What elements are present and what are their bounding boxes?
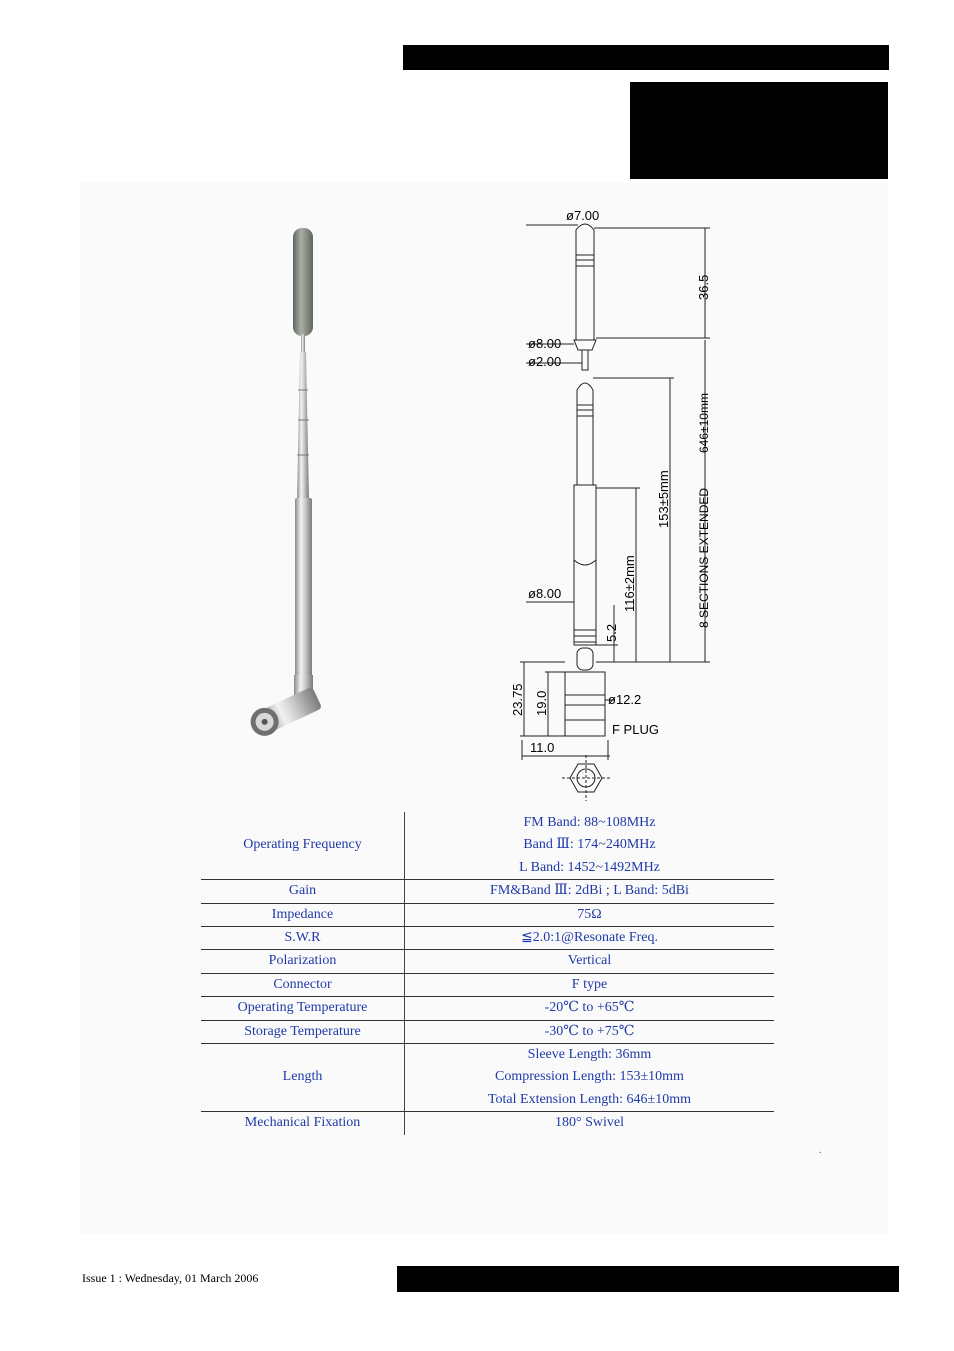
stray-dot: .	[819, 1145, 822, 1156]
spec-value: ≦2.0:1@Resonate Freq.	[521, 929, 658, 945]
dim-plug-body: 19.0	[534, 690, 549, 716]
spec-label: Mechanical Fixation	[201, 1112, 405, 1135]
spec-value-cell	[405, 1020, 775, 1043]
dim-small: 5.2	[604, 623, 619, 642]
spec-value: 180° Swivel	[555, 1115, 624, 1131]
sleeve-outline	[576, 224, 594, 340]
spec-label: Polarization	[201, 950, 405, 973]
spec-row	[201, 926, 774, 949]
antenna-photo	[230, 220, 380, 750]
spec-label: Impedance	[201, 903, 405, 926]
spec-table	[201, 812, 774, 1135]
spec-row	[201, 1112, 774, 1135]
spec-value: Total Extension Length: 646±10mm	[487, 1091, 692, 1107]
spec-value: -30℃ to +75℃	[544, 1023, 635, 1039]
spec-value-cell	[405, 812, 775, 880]
spec-label: Operating Frequency	[201, 812, 405, 880]
spec-row	[201, 812, 774, 880]
dim-extended-val: 646±10mm	[697, 393, 711, 453]
spec-value-cell	[405, 903, 775, 926]
spec-value: -20℃ to +65℃	[544, 1000, 635, 1016]
dim-extended: 8 SECTIONS EXTENDED	[697, 487, 711, 628]
spec-value: L Band: 1452~1492MHz	[519, 859, 660, 875]
spec-row	[201, 1020, 774, 1043]
spec-row	[201, 950, 774, 973]
spec-value: Vertical	[567, 953, 612, 969]
spec-value-cell	[405, 1044, 775, 1112]
header-bar	[403, 45, 889, 70]
spec-value: Band Ⅲ: 174~240MHz	[523, 837, 656, 853]
spec-label: Gain	[201, 880, 405, 903]
dim-sleeve-len: 36.5	[696, 274, 711, 300]
spec-value: FM Band: 88~108MHz	[523, 815, 656, 830]
dim-tip: ø7.00	[566, 208, 600, 223]
plug-label: F PLUG	[612, 722, 659, 737]
spec-value: FM&Band Ⅲ: 2dBi ; L Band: 5dBi	[490, 883, 689, 899]
spec-row	[201, 903, 774, 926]
spec-label: Storage Temperature	[201, 1020, 405, 1043]
dim-lower: 116±2mm	[622, 555, 637, 612]
spec-value: F type	[571, 976, 608, 992]
spec-value: Sleeve Length: 36mm	[527, 1047, 652, 1063]
dim-plug-dia: ø12.2	[608, 692, 642, 707]
dim-lower-dia: ø8.00	[528, 586, 562, 601]
spec-value-cell	[405, 880, 775, 903]
spec-row	[201, 880, 774, 903]
spec-value-cell	[405, 973, 775, 996]
spec-row	[201, 1044, 774, 1112]
spec-value-cell	[405, 1112, 775, 1135]
spec-value: Compression Length: 153±10mm	[495, 1069, 684, 1085]
spec-value: 75Ω	[577, 906, 602, 922]
spec-value-cell	[405, 997, 775, 1020]
issue-date: Issue 1 : Wednesday, 01 March 2006	[82, 1271, 259, 1285]
dim-sleeve-dia: ø8.00	[528, 336, 562, 351]
footer-bar	[397, 1266, 899, 1292]
spec-value-cell	[405, 926, 775, 949]
spec-row	[201, 997, 774, 1020]
spec-row	[201, 973, 774, 996]
dim-compression: 153±5mm	[656, 470, 671, 528]
title-box	[630, 82, 888, 179]
spec-label: S.W.R	[201, 926, 405, 949]
spec-label: Operating Temperature	[201, 997, 405, 1020]
technical-drawing	[490, 200, 730, 810]
dim-plug-total: 23.75	[510, 683, 525, 716]
spec-label: Length	[201, 1044, 405, 1112]
spec-label: Connector	[201, 973, 405, 996]
dim-pin-dia: ø2.00	[528, 354, 562, 369]
spec-value-cell	[405, 950, 775, 973]
dim-plug-width: 11.0	[530, 740, 555, 755]
